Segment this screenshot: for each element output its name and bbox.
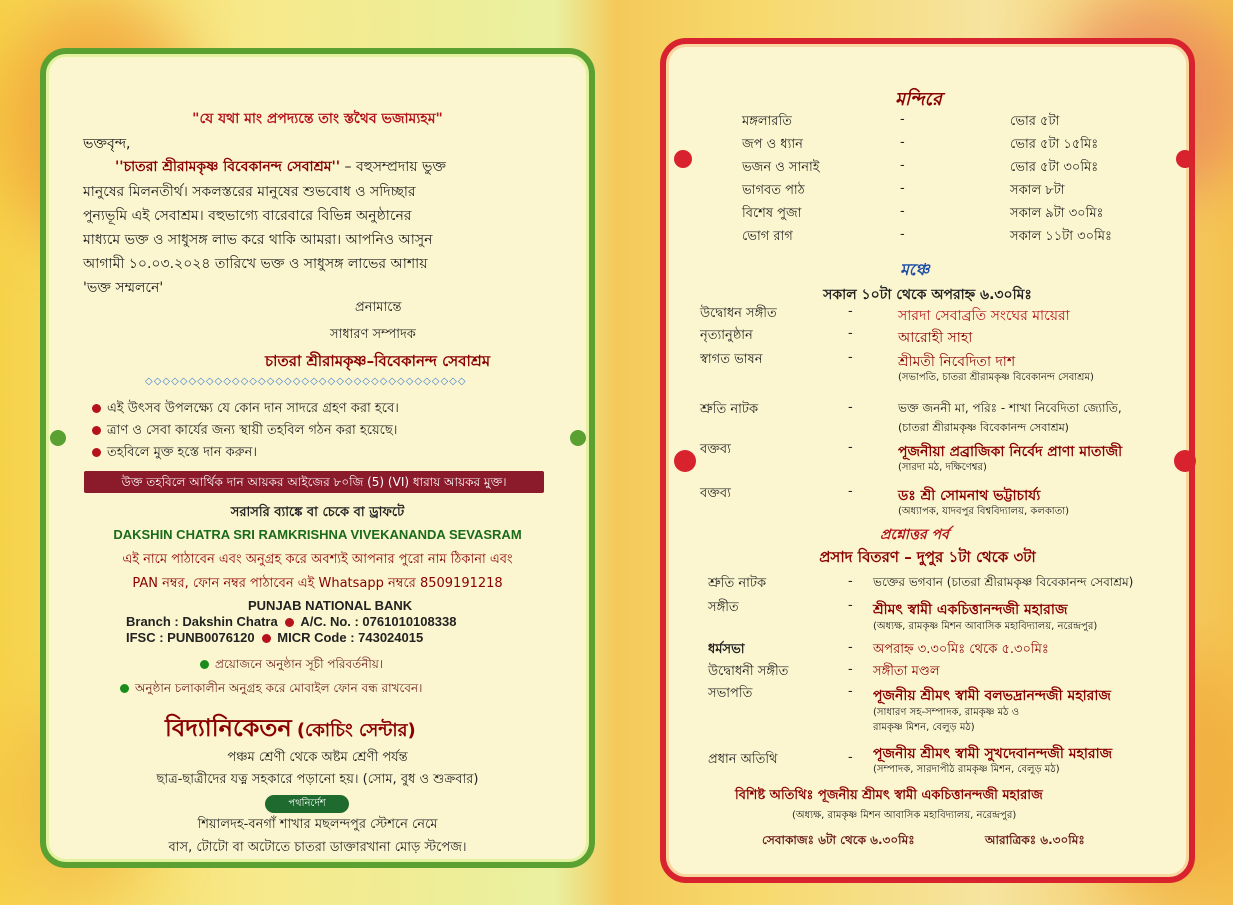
special-guest: বিশিষ্ট অতিথিঃ পূজনীয় শ্রীমৎ স্বামী একচিত্তানন্দজী মহারাজ <box>735 788 1043 803</box>
bullet-icon <box>120 684 129 693</box>
pranam: প্রনামান্তে <box>355 300 402 315</box>
program-label: সভাপতি <box>708 686 753 701</box>
program-subtext: (সাধারণ সহ-সম্পাদক, রামকৃষ্ণ মঠ ও রামকৃষ্ণ মিশন, বেলুড় মঠ) <box>873 707 1020 733</box>
schedule-label: ভোগ রাগ <box>742 229 793 244</box>
special-guest-sub: (অধ্যক্ষ, রামকৃষ্ণ মিশন আবাসিক মহাবিদ্যালয়, নরেন্দ্রপুর) <box>792 810 1017 821</box>
separator-dot <box>262 634 271 643</box>
para-tail: – বহুসম্প্রদায় ভুক্ত <box>344 159 446 175</box>
program-dash: - <box>848 484 853 499</box>
path-line-1: শিয়ালদহ-বনগাঁ শাখার মছলন্দপুর স্টেশনে নেমে <box>197 817 438 832</box>
program-dash: - <box>848 598 853 613</box>
program-label: প্রধান অতিথি <box>708 752 778 767</box>
bullet-icon <box>92 448 101 457</box>
para-line: 'ভক্ত সম্মলনে' <box>83 280 164 296</box>
schedule-dash: - <box>900 204 905 219</box>
bank-details-line2: IFSC : PUNB0076120 MICR Code : 743024015 <box>126 630 424 645</box>
para-line: মানুষের মিলনতীর্থ। সকলস্তরের মানুষের শুভবোধ ও সদিচ্ছার <box>83 184 416 200</box>
program-subtext: (অধ্যক্ষ, রামকৃষ্ণ মিশন আবাসিক মহাবিদ্যালয়, নরেন্দ্রপুর) <box>873 621 1098 632</box>
path-line-2: বাস, টোটো বা অটোতে চাতরা ডাক্তারখানা মোড় স্টপেজ। <box>168 840 467 855</box>
program-value: ভক্তের ভগবান (চাতরা শ্রীরামকৃষ্ণ বিবেকানন্দ সেবাশ্রম) <box>873 575 1134 589</box>
para-line: পুন্যভূমি এই সেবাশ্রম। বহুভাগ্যে বারেবারে বিভিন্ন অনুষ্ঠানের <box>83 208 412 224</box>
para-line: আগামী ১০.০৩.২০২৪ তারিখে ভক্ত ও সাধুসঙ্গ লাভের আশায় <box>83 256 428 272</box>
send-instruction-1: এই নামে পাঠাবেন এবং অনুগ্রহ করে অবশ্যই আপনার পুরো নাম ঠিকানা এবং <box>122 552 513 567</box>
program-label: স্বাগত ভাষন <box>700 352 763 367</box>
para-first-line <box>115 155 446 179</box>
program-value: ডঃ শ্রী সোমনাথ ভট্টাচার্য্য <box>898 488 1041 504</box>
schedule-dash: - <box>900 181 905 196</box>
program-label: বক্তব্য <box>700 442 731 457</box>
schedule-time: সকাল ৯টা ৩০মিঃ <box>1010 206 1104 221</box>
separator-dot <box>285 618 294 627</box>
bullet-icon <box>92 404 101 413</box>
note-2: অনুষ্ঠান চলাকালীন অনুগ্রহ করে মোবাইল ফোন বন্ধ রাখবেন। <box>120 680 422 700</box>
program-dash: - <box>848 662 853 677</box>
schedule-time: সকাল ৮টা <box>1010 183 1065 198</box>
program-dash: - <box>848 400 853 415</box>
program-value: শ্রীমৎ স্বামী একচিত্তানন্দজী মহারাজ <box>873 602 1068 618</box>
bullet-icon <box>200 660 209 669</box>
schedule-label: বিশেষ পুজা <box>742 206 802 221</box>
arati-time: আরাত্রিকঃ ৬.৩০মিঃ <box>985 833 1085 847</box>
decorative-divider: ◇◇◇◇◇◇◇◇◇◇◇◇◇◇◇◇◇◇◇◇◇◇◇◇◇◇◇◇◇◇◇◇◇◇◇◇◇ <box>145 376 467 387</box>
schedule-label: মঙ্গলারতি <box>742 114 792 129</box>
school-heading: বিদ্যানিকেতন (কোচিং সেন্টার) <box>165 714 416 742</box>
verse: "যে যথা মাং প্রপদ্যন্তে তাং স্তথৈব ভজাম্যহম" <box>192 111 443 127</box>
program-value: অপরাহ্ন ৩.৩০মিঃ থেকে ৫.৩০মিঃ <box>873 642 1049 657</box>
seba-time: সেবাকাজঃ ৬টা থেকে ৬.৩০মিঃ <box>762 833 915 847</box>
program-value: শ্রীমতী নিবেদিতা দাশ <box>898 354 1016 370</box>
program-dash: - <box>848 684 853 699</box>
program-label: উদ্বোধনী সঙ্গীত <box>708 664 789 679</box>
schedule-time: ভোর ৫টা ১৫মিঃ <box>1010 137 1099 152</box>
secretary-title: সাধারণ সম্পাদক <box>330 327 416 342</box>
program-value: সারদা সেবাব্রতি সংঘের মায়েরা <box>898 308 1070 324</box>
schedule-label: জপ ও ধ্যান <box>742 137 803 152</box>
decor-dot <box>50 430 66 446</box>
schedule-dash: - <box>900 227 905 242</box>
schedule-dash: - <box>900 135 905 150</box>
program-value: পূজনীয়া প্রব্রাজিকা নির্বেদ প্রাণা মাতাজী <box>898 444 1123 460</box>
org-quote: ''চাতরা শ্রীরামকৃষ্ণ বিবেকানন্দ সেবাশ্রম'' <box>115 159 341 175</box>
schedule-label: ভজন ও সানাই <box>742 160 820 175</box>
tax-exemption-bar: উক্ত তহবিলে আর্থিক দান আয়কর আইজের ৮০জি (5) (VI) ধারায় আয়কর মুক্ত। <box>84 471 544 493</box>
program-label: শ্রুতি নাটক <box>700 402 759 417</box>
program-subtext: (সম্পাদক, সারদাপীঠ রামকৃষ্ণ মিশন, বেলুড় মঠ) <box>873 764 1060 775</box>
program-dash: - <box>848 304 853 319</box>
school-line-2: ছাত্র-ছাত্রীদের যত্ন সহকারে পড়ানো হয়। (সোম, বুধ ও শুক্রবার) <box>156 772 479 787</box>
program-value: সঙ্গীতা মণ্ডল <box>873 664 940 679</box>
program-dash: - <box>848 350 853 365</box>
org-name: চাতরা শ্রীরামকৃষ্ণ–বিবেকানন্দ সেবাশ্রম <box>265 352 491 370</box>
program-subtext: (সারদা মঠ, দক্ষিণেশ্বর) <box>898 462 987 473</box>
program-subtext: (সভাপতি, চাতরা শ্রীরামকৃষ্ণ বিবেকানন্দ সেবাশ্রম) <box>898 372 1094 383</box>
decor-dot <box>570 430 586 446</box>
program-label: সঙ্গীত <box>708 600 739 615</box>
program-value: ভক্ত জননী মা, পরিঃ - শাখা নিবেদিতা জ্যোতি, <box>898 401 1122 415</box>
program-dash: - <box>848 326 853 341</box>
bullet-item: তহবিলে মুক্ত হস্তে দান করুন। <box>92 442 399 464</box>
school-line-1: পঞ্চম শ্রেণী থেকে অষ্টম শ্রেণী পর্যন্ত <box>227 750 408 765</box>
decor-dot <box>1176 150 1194 168</box>
program-value: পূজনীয় শ্রীমৎ স্বামী বলভদ্রানন্দজী মহারাজ <box>873 688 1111 704</box>
bullet-icon <box>92 426 101 435</box>
program-label: ধর্মসভা <box>708 642 745 657</box>
bank-direct: সরাসরি ব্যাঙ্কে বা চেকে বা ড্রাফটে <box>230 505 405 520</box>
bullet-item: ত্রাণ ও সেবা কার্যের জন্য স্থায়ী তহবিল গঠন করা হয়েছে। <box>92 420 399 442</box>
schedule-time: ভোর ৫টা ৩০মিঃ <box>1010 160 1099 175</box>
program-label: শ্রুতি নাটক <box>708 576 767 591</box>
send-instruction-2: PAN নম্বর, ফোন নম্বর পাঠাবেন এই Whatsapp নম্বরে 8509191218 <box>132 576 503 591</box>
bank-details-line1: Branch : Dakshin Chatra A/C. No. : 0761010108338 <box>126 614 457 629</box>
note-1: প্রয়োজনে অনুষ্ঠান সূচী পরিবর্তনীয়। <box>200 656 383 676</box>
program-dash: - <box>848 440 853 455</box>
schedule-dash: - <box>900 112 905 127</box>
program-label: নৃত্যানুষ্ঠান <box>700 328 753 343</box>
program-subtext: (চাতরা শ্রীরামকৃষ্ণ বিবেকানন্দ সেবাশ্রম) <box>898 421 1069 434</box>
decor-dot <box>1174 450 1196 472</box>
schedule-dash: - <box>900 158 905 173</box>
para-line: মাধ্যমে ভক্ত ও সাধুসঙ্গ লাভ করে থাকি আমরা। আপনিও আসুন <box>83 232 433 248</box>
program-dash: - <box>848 574 853 589</box>
temple-header: মন্দিরে <box>895 89 942 110</box>
path-label: পথনির্দেশ <box>265 795 349 813</box>
bank-name: PUNJAB NATIONAL BANK <box>248 598 413 613</box>
account-name: DAKSHIN CHATRA SRI RAMKRISHNA VIVEKANANDA SEVASRAM <box>113 527 522 542</box>
program-label: উদ্বোধন সঙ্গীত <box>700 306 777 321</box>
program-label: বক্তব্য <box>700 486 731 501</box>
decor-dot <box>674 450 696 472</box>
program-value: আরোহী সাহা <box>898 330 973 346</box>
qa-header: প্রশ্নোত্তর পর্ব <box>880 527 949 543</box>
bullet-item: এই উৎসব উপলক্ষ্যে যে কোন দান সাদরে গ্রহণ করা হবে। <box>92 398 399 420</box>
schedule-label: ভাগবত পাঠ <box>742 183 805 198</box>
stage-header: মঞ্চে <box>900 260 930 279</box>
donation-bullets <box>92 398 399 464</box>
schedule-time: সকাল ১১টা ৩০মিঃ <box>1010 229 1112 244</box>
program-dash: - <box>848 750 853 765</box>
intro-paragraph <box>83 180 433 300</box>
program-subtext: (অধ্যাপক, যাদবপুর বিশ্ববিদ্যালয়, কলকাতা) <box>898 506 1070 517</box>
decor-dot <box>674 150 692 168</box>
salutation: ভক্তবৃন্দ, <box>83 136 131 152</box>
stage-time: সকাল ১০টা থেকে অপরাহ্ন ৬.৩০মিঃ <box>823 287 1032 303</box>
schedule-time: ভোর ৫টা <box>1010 114 1060 129</box>
program-value: পূজনীয় শ্রীমৎ স্বামী সুখদেবানন্দজী মহারাজ <box>873 746 1113 762</box>
program-dash: - <box>848 640 853 655</box>
prasad-line: প্রসাদ বিতরণ – দুপুর ১টা থেকে ৩টা <box>819 548 1036 566</box>
